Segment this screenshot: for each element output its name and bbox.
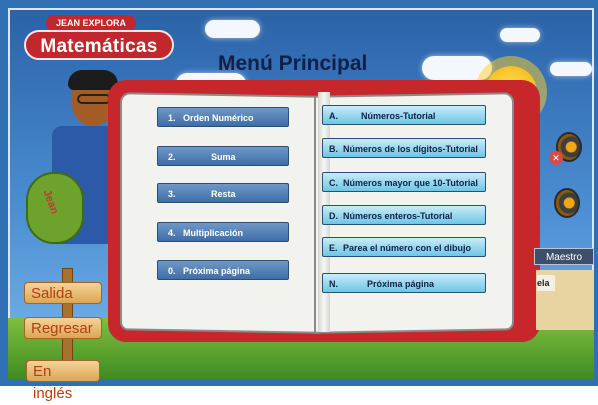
menu-button-proxima-pagina-left[interactable]	[157, 260, 289, 280]
menu-button-letter: N.	[329, 279, 338, 289]
brand-top-label: JEAN EXPLORA	[46, 15, 136, 31]
menu-button-label: Números mayor que 10-Tutorial	[343, 178, 478, 188]
mascot-glasses	[77, 94, 111, 104]
backpack-label: Jean	[40, 188, 61, 216]
menu-button-label: Suma	[211, 152, 236, 162]
menu-button-letter: C.	[329, 178, 338, 188]
menu-button-parea-numero[interactable]	[322, 237, 486, 257]
menu-button-orden-numerico[interactable]	[157, 107, 289, 127]
maestro-button[interactable]: Maestro	[534, 248, 594, 265]
app-logo: Matemáticas	[24, 30, 174, 60]
menu-button-suma[interactable]	[157, 146, 289, 166]
menu-button-numeros-tutorial[interactable]	[322, 105, 486, 125]
menu-button-label: Parea el número con el dibujo	[343, 243, 472, 253]
menu-button-label: Números enteros-Tutorial	[343, 211, 453, 221]
cloud-icon	[205, 20, 260, 38]
menu-button-label: Números-Tutorial	[361, 111, 436, 121]
menu-button-number: 1.	[168, 113, 176, 123]
en-ingles-button[interactable]: En inglés	[26, 360, 100, 382]
menu-button-enteros-tutorial[interactable]	[322, 205, 486, 225]
mute-icon[interactable]: ✕	[549, 151, 563, 165]
menu-button-letter: E.	[329, 243, 338, 253]
building-sign: ela	[537, 275, 555, 291]
menu-book	[108, 76, 540, 352]
menu-button-label: Próxima página	[367, 279, 435, 289]
menu-button-multiplicacion[interactable]	[157, 222, 289, 242]
menu-button-number: 3.	[168, 189, 176, 199]
page-title: Menú Principal	[218, 52, 368, 75]
speaker-icon[interactable]	[554, 188, 580, 218]
menu-button-number: 2.	[168, 152, 176, 162]
salida-button[interactable]: Salida	[24, 282, 102, 304]
book-left-page	[120, 92, 320, 333]
menu-button-label: Resta	[211, 189, 236, 199]
menu-button-resta[interactable]	[157, 183, 289, 203]
menu-button-number: 0.	[168, 266, 176, 276]
menu-button-label: Multiplicación	[183, 228, 244, 238]
menu-button-letter: D.	[329, 211, 338, 221]
regresar-button[interactable]: Regresar	[24, 317, 102, 339]
menu-button-mayor-10-tutorial[interactable]	[322, 172, 486, 192]
menu-button-label: Próxima página	[183, 266, 251, 276]
menu-button-label: Números de los dígitos-Tutorial	[343, 144, 478, 154]
menu-button-digitos-tutorial[interactable]	[322, 138, 486, 158]
menu-button-letter: B.	[329, 144, 338, 154]
cloud-icon	[550, 62, 592, 76]
cloud-icon	[500, 28, 540, 42]
menu-button-proxima-pagina-right[interactable]	[322, 273, 486, 293]
menu-button-letter: A.	[329, 111, 338, 121]
menu-button-number: 4.	[168, 228, 176, 238]
menu-button-label: Orden Numérico	[183, 113, 254, 123]
